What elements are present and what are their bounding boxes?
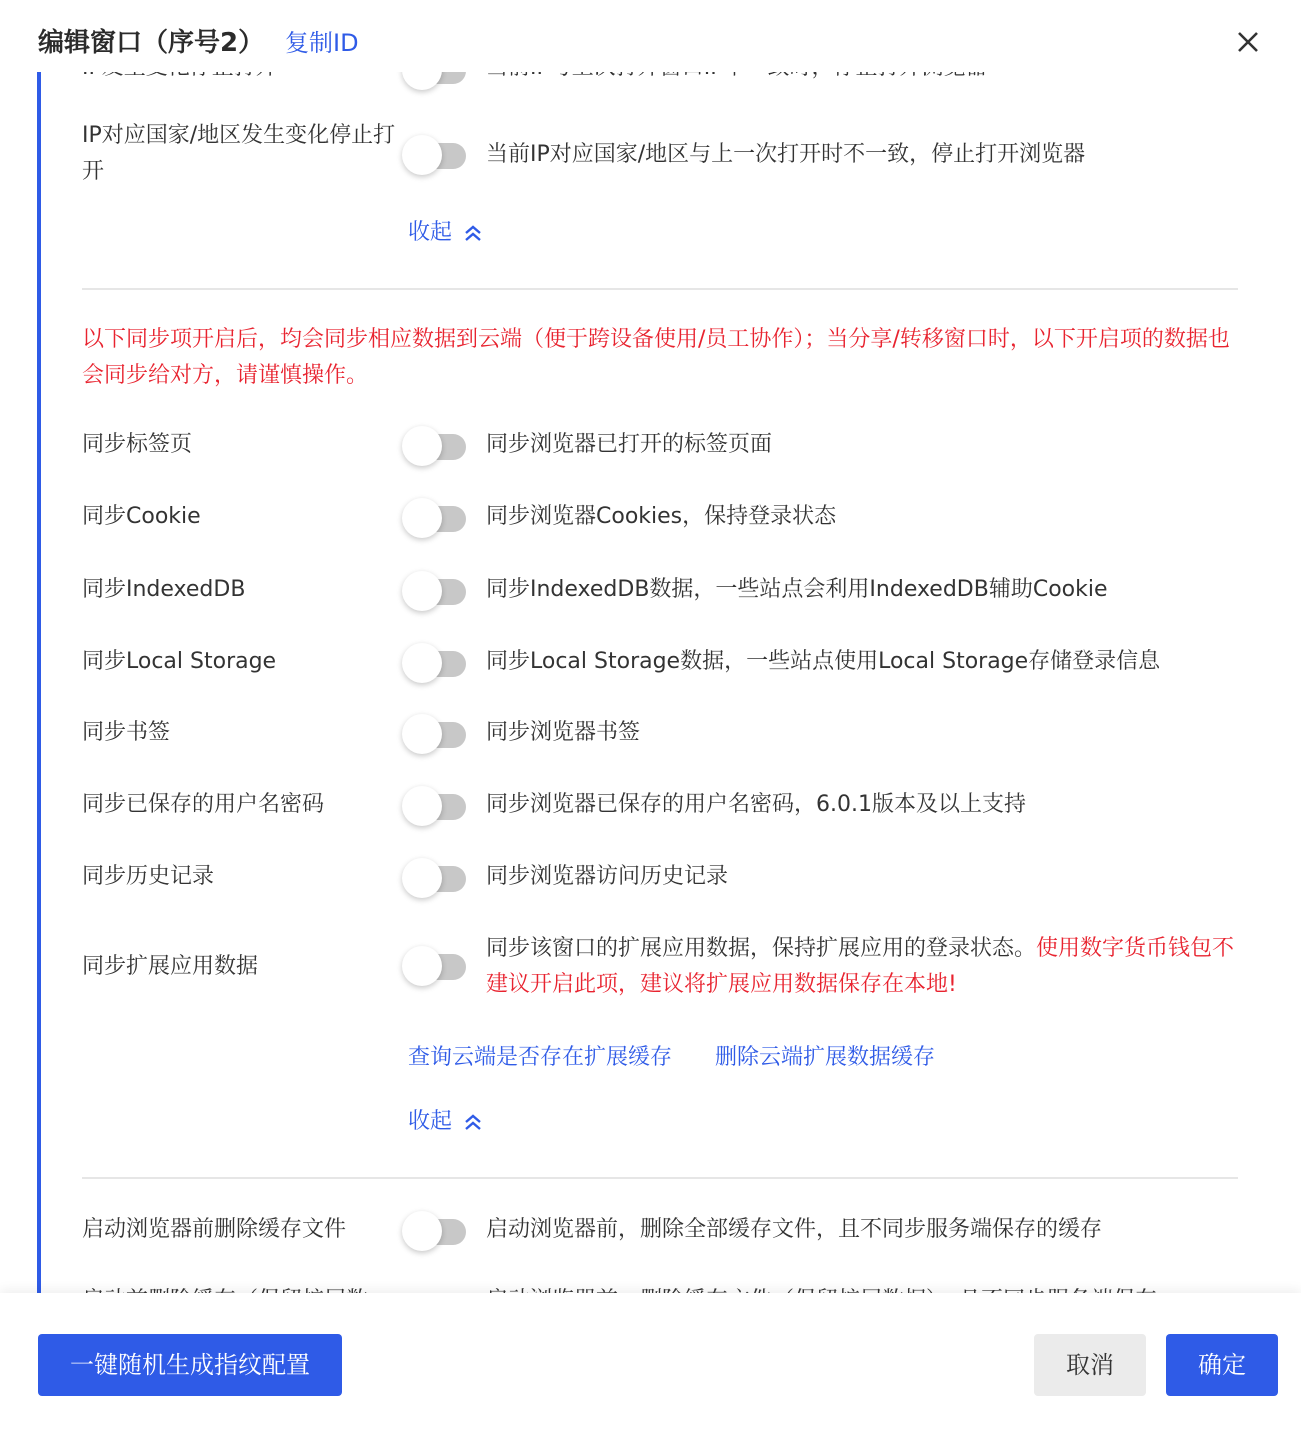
query-cloud-cache-link[interactable]: 查询云端是否存在扩展缓存: [408, 1045, 673, 1070]
sync-indexeddb-label: 同步IndexedDB: [82, 577, 246, 602]
dialog-footer: [0, 1293, 1301, 1436]
confirm-button[interactable]: 确定: [1166, 1334, 1278, 1396]
sync-extension-desc: [486, 931, 1246, 1003]
ip-collapse-label: 收起: [408, 220, 453, 245]
sync-history-switch[interactable]: [402, 858, 468, 898]
chevron-double-up-icon: [462, 222, 484, 244]
delete-cloud-cache-link[interactable]: 删除云端扩展数据缓存: [715, 1045, 936, 1070]
sync-localstorage-desc: 同步Local Storage数据，一些站点使用Local Storage存储登录信息: [486, 649, 1161, 674]
section-divider: [82, 1177, 1238, 1179]
ip-country-stop-label: IP对应国家/地区发生变化停止打开: [82, 123, 396, 184]
clear-cache-desc: 启动浏览器前，删除全部缓存文件，且不同步服务端保存的缓存: [486, 1217, 1103, 1242]
sync-tabs-desc: 同步浏览器已打开的标签页面: [486, 432, 773, 457]
sync-tabs-switch[interactable]: [402, 426, 468, 466]
sync-tabs-label: 同步标签页: [82, 432, 193, 457]
sync-bookmarks-label: 同步书签: [82, 720, 171, 745]
sync-warning-text: 以下同步项开启后，均会同步相应数据到云端（便于跨设备使用/员工协作）；当分享/转移窗口时，以下开启项的数据也会同步给对方，请谨慎操作。: [82, 327, 1230, 388]
sync-passwords-switch[interactable]: [402, 786, 468, 826]
sync-extension-label: 同步扩展应用数据: [82, 954, 259, 979]
sync-localstorage-switch[interactable]: [402, 643, 468, 683]
chevron-double-up-icon: [462, 1111, 484, 1133]
sync-extension-warning: 使用数字货币钱包不建议开启此项，建议将扩展应用数据保存在本地!: [486, 936, 1235, 997]
sync-passwords-desc: 同步浏览器已保存的用户名密码，6.0.1版本及以上支持: [486, 792, 1026, 817]
sync-localstorage-label: 同步Local Storage: [82, 649, 277, 674]
sync-extension-desc-text: 同步该窗口的扩展应用数据，保持扩展应用的登录状态。: [486, 936, 1037, 961]
sync-bookmarks-switch[interactable]: [402, 714, 468, 754]
sync-extension-switch[interactable]: [402, 946, 468, 986]
sync-history-desc: 同步浏览器访问历史记录: [486, 864, 729, 889]
sync-passwords-label: 同步已保存的用户名密码: [82, 792, 325, 817]
sync-collapse-link[interactable]: [408, 1104, 484, 1140]
section-accent-bar: [37, 72, 41, 1293]
sync-cookie-label: 同步Cookie: [82, 504, 201, 529]
ip-country-stop-switch[interactable]: [402, 135, 468, 175]
dialog-header: [0, 0, 1301, 72]
clear-cache-switch[interactable]: [402, 1211, 468, 1251]
ip-collapse-link[interactable]: [408, 215, 484, 251]
sync-collapse-label: 收起: [408, 1109, 453, 1134]
sync-history-label: 同步历史记录: [82, 864, 215, 889]
cancel-button[interactable]: 取消: [1034, 1334, 1146, 1396]
sync-indexeddb-desc: 同步IndexedDB数据，一些站点会利用IndexedDB辅助Cookie: [486, 577, 1108, 602]
section-divider: [82, 288, 1238, 290]
copy-id-link[interactable]: 复制ID: [285, 29, 359, 57]
sync-bookmarks-desc: 同步浏览器书签: [486, 720, 641, 745]
random-fingerprint-button[interactable]: 一键随机生成指纹配置: [38, 1334, 342, 1396]
close-icon[interactable]: [1232, 26, 1264, 58]
sync-indexeddb-switch[interactable]: [402, 571, 468, 611]
sync-cookie-switch[interactable]: [402, 498, 468, 538]
sync-cookie-desc: 同步浏览器Cookies，保持登录状态: [486, 504, 837, 529]
dialog-title: 编辑窗口（序号2）: [38, 28, 265, 58]
ip-country-stop-desc: 当前IP对应国家/地区与上一次打开时不一致，停止打开浏览器: [486, 142, 1086, 167]
clear-cache-label: 启动浏览器前删除缓存文件: [82, 1217, 347, 1242]
